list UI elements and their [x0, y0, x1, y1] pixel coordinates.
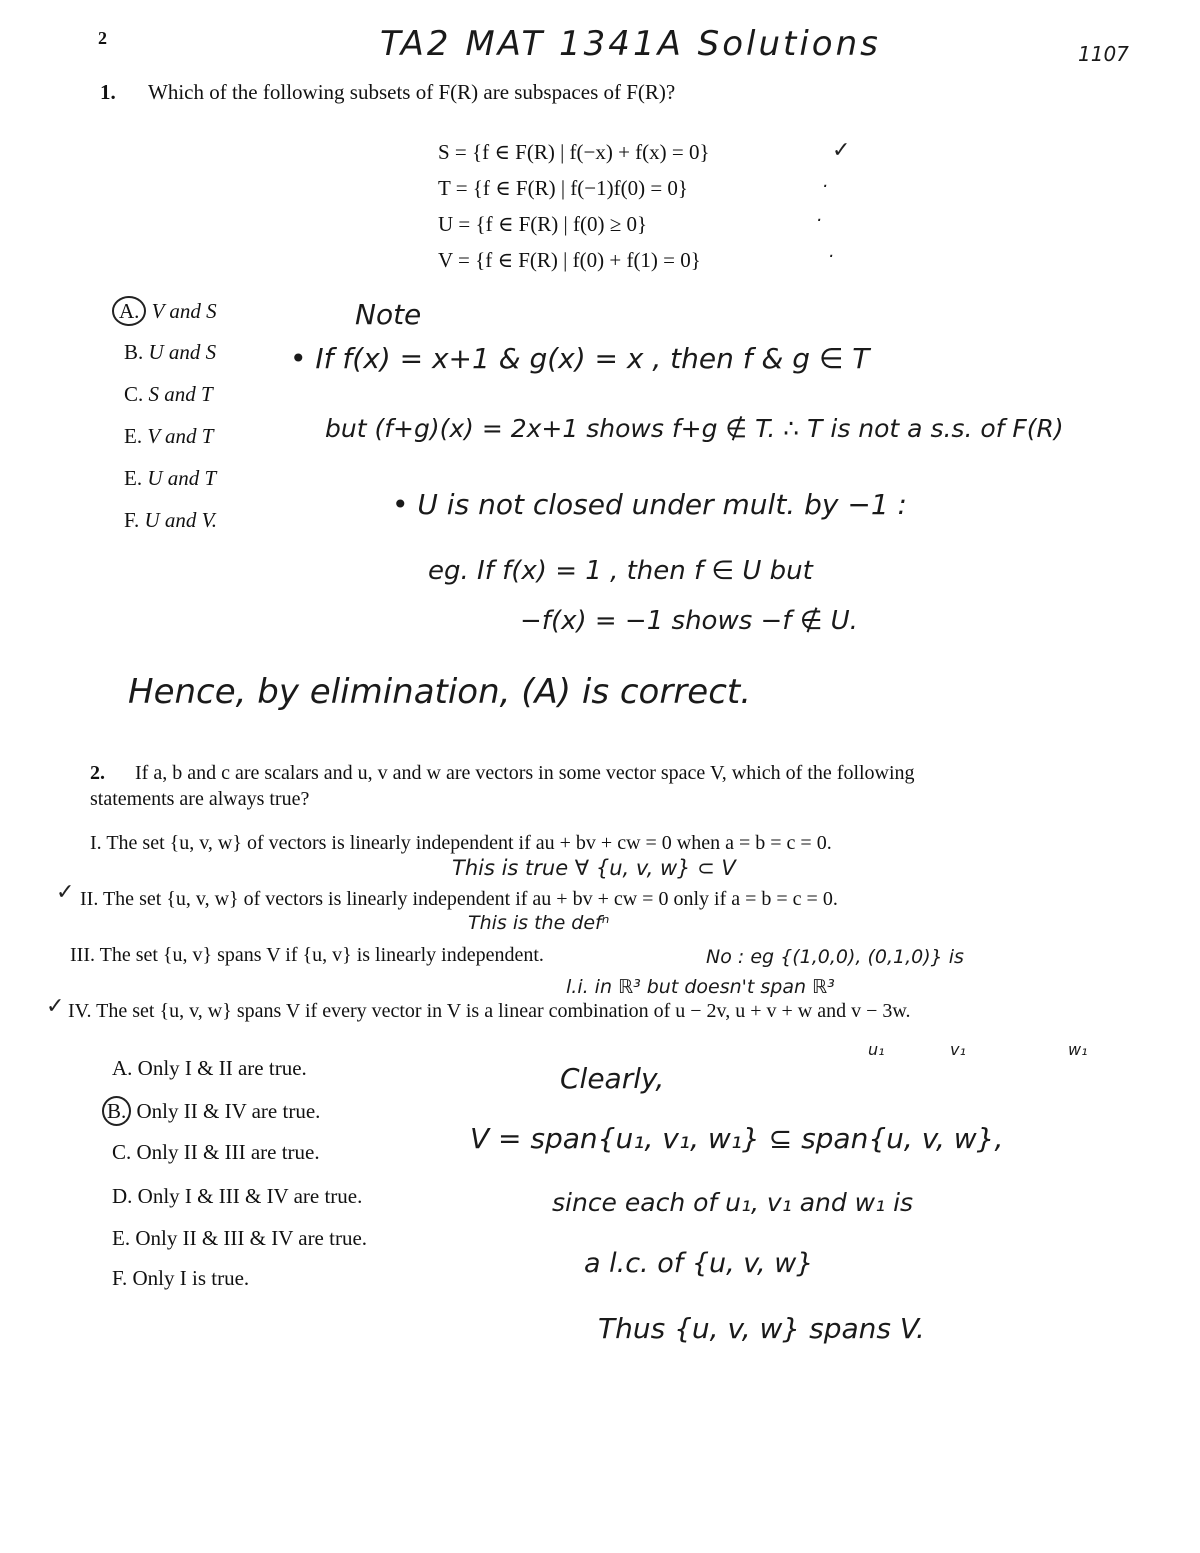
annotation-after-iii-b: l.i. in ℝ³ but doesn't span ℝ³ [566, 976, 835, 998]
q2-option-e-text: Only II & III & IV are true. [135, 1226, 368, 1250]
q2-question-line-2: statements are always true? [90, 788, 310, 810]
q1-option-c-letter: C. [124, 382, 144, 406]
annotation-after-iii-a: No : eg {(1,0,0), (0,1,0)} is [706, 946, 964, 968]
work-line-1: Clearly, [560, 1062, 665, 1095]
q1-option-c[interactable] [124, 382, 213, 407]
set-s: S = {f ∈ F(R) | f(−x) + f(x) = 0} [438, 140, 710, 164]
work-line-2: V = span{u₁, v₁, w₁} ⊆ span{u, v, w}, [470, 1122, 1004, 1155]
q2-option-e[interactable] [112, 1226, 367, 1251]
handwritten-code: 1107 [1078, 42, 1129, 66]
q1-option-a[interactable] [112, 296, 217, 326]
statement-iii-text: The set {u, v} spans V if {u, v} is linearly independent. [99, 944, 544, 966]
set-u-mark: · [816, 210, 822, 231]
note-line-5: −f(x) = −1 shows −f ∉ U. [520, 606, 858, 636]
q1-option-d[interactable] [124, 424, 213, 449]
statement-iv-check: ✓ [46, 994, 65, 1019]
answer-circle [112, 296, 146, 326]
q1-option-b[interactable] [124, 340, 216, 365]
q1-option-b-text: U and S [148, 340, 217, 364]
q1-option-d-text: V and T [147, 424, 214, 448]
q1-conclusion: Hence, by elimination, (A) is correct. [128, 672, 752, 712]
statement-i [90, 832, 832, 855]
work-line-4: a l.c. of {u, v, w} [584, 1248, 814, 1279]
q2-option-f-letter: F. [112, 1266, 128, 1290]
q2-option-a-text: Only I & II are true. [137, 1056, 307, 1080]
sub-label-v1: v₁ [950, 1040, 966, 1059]
set-u: U = {f ∈ F(R) | f(0) ≥ 0} [438, 212, 648, 236]
statement-iv-label: IV. [68, 1000, 92, 1022]
note-heading: Note [355, 298, 422, 331]
note-line-4: eg. If f(x) = 1 , then f ∈ U but [428, 556, 813, 586]
q2-option-e-letter: E. [112, 1226, 131, 1250]
q2-option-d-letter: D. [112, 1184, 133, 1208]
statement-i-label: I. [90, 832, 102, 854]
q1-option-f[interactable] [124, 508, 217, 533]
statement-iii [70, 944, 544, 967]
q2-option-b-letter: B. [107, 1099, 127, 1123]
q1-option-f-letter: F. [124, 508, 140, 532]
q2-option-d-text: Only I & III & IV are true. [137, 1184, 363, 1208]
statement-i-text: The set {u, v, w} of vectors is linearly independent if au + bv + cw = 0 when a = b = c = 0. [106, 832, 832, 854]
note-line-1: • If f(x) = x+1 & g(x) = x , then f & g ∈ T [290, 342, 870, 375]
q2-option-f[interactable] [112, 1266, 249, 1291]
q1-number: 1. [100, 80, 116, 104]
statement-ii [80, 888, 838, 911]
statement-ii-check: ✓ [56, 880, 75, 905]
q2-option-a[interactable] [112, 1056, 307, 1081]
statement-ii-label: II. [80, 888, 99, 910]
set-v-mark: · [828, 246, 834, 267]
set-t-mark: · [822, 176, 828, 197]
annotation-after-ii: This is the defⁿ [468, 912, 610, 934]
work-line-5: Thus {u, v, w} spans V. [598, 1312, 925, 1345]
statement-ii-text: The set {u, v, w} of vectors is linearly independent if au + bv + cw = 0 only if a = b = c = 0. [102, 888, 838, 910]
q1-option-e[interactable] [124, 466, 216, 491]
q2-option-c-text: Only II & III are true. [136, 1140, 320, 1164]
q2-number: 2. [90, 762, 105, 784]
q1-option-e-text: U and T [147, 466, 217, 490]
q2-question-line-1: If a, b and c are scalars and u, v and w are vectors in some vector space V, which of the following [135, 762, 915, 784]
answer-circle [102, 1096, 131, 1126]
statement-iii-label: III. [70, 944, 95, 966]
q2-option-a-letter: A. [112, 1056, 133, 1080]
q1-option-e-letter: E. [124, 466, 143, 490]
q2-option-b-text: Only II & IV are true. [136, 1099, 321, 1123]
work-line-3: since each of u₁, v₁ and w₁ is [552, 1188, 914, 1217]
q2-option-d[interactable] [112, 1184, 362, 1209]
handwritten-title: TA2 MAT 1341A Solutions [380, 24, 881, 64]
q2-option-c[interactable] [112, 1140, 320, 1165]
set-t: T = {f ∈ F(R) | f(−1)f(0) = 0} [438, 176, 689, 200]
q1-option-a-text: V and S [151, 299, 217, 323]
q1-option-d-letter: E. [124, 424, 143, 448]
page-number: 2 [98, 28, 107, 48]
statement-iv [68, 1000, 911, 1023]
q1-option-b-letter: B. [124, 340, 144, 364]
q2-option-c-letter: C. [112, 1140, 132, 1164]
q1-question: Which of the following subsets of F(R) are subspaces of F(R)? [148, 80, 676, 104]
note-line-2: but (f+g)(x) = 2x+1 shows f+g ∉ T. ∴ T is not a s.s. of F(R) [325, 414, 1064, 443]
q2-option-f-text: Only I is true. [132, 1266, 250, 1290]
statement-iv-text: The set {u, v, w} spans V if every vector in V is a linear combination of u − 2v, u + v + w and v − 3w. [96, 1000, 911, 1022]
sub-label-w1: w₁ [1068, 1040, 1088, 1059]
q1-option-a-letter: A. [119, 299, 140, 323]
q1-option-f-text: U and V. [144, 508, 218, 532]
set-s-mark: ✓ [832, 138, 851, 163]
set-v: V = {f ∈ F(R) | f(0) + f(1) = 0} [438, 248, 701, 272]
q1-option-c-text: S and T [148, 382, 213, 406]
sub-label-u1: u₁ [868, 1040, 885, 1059]
annotation-after-i: This is true ∀ {u, v, w} ⊂ V [452, 856, 736, 880]
q2-option-b[interactable] [102, 1096, 320, 1126]
note-line-3: • U is not closed under mult. by −1 : [392, 488, 907, 521]
